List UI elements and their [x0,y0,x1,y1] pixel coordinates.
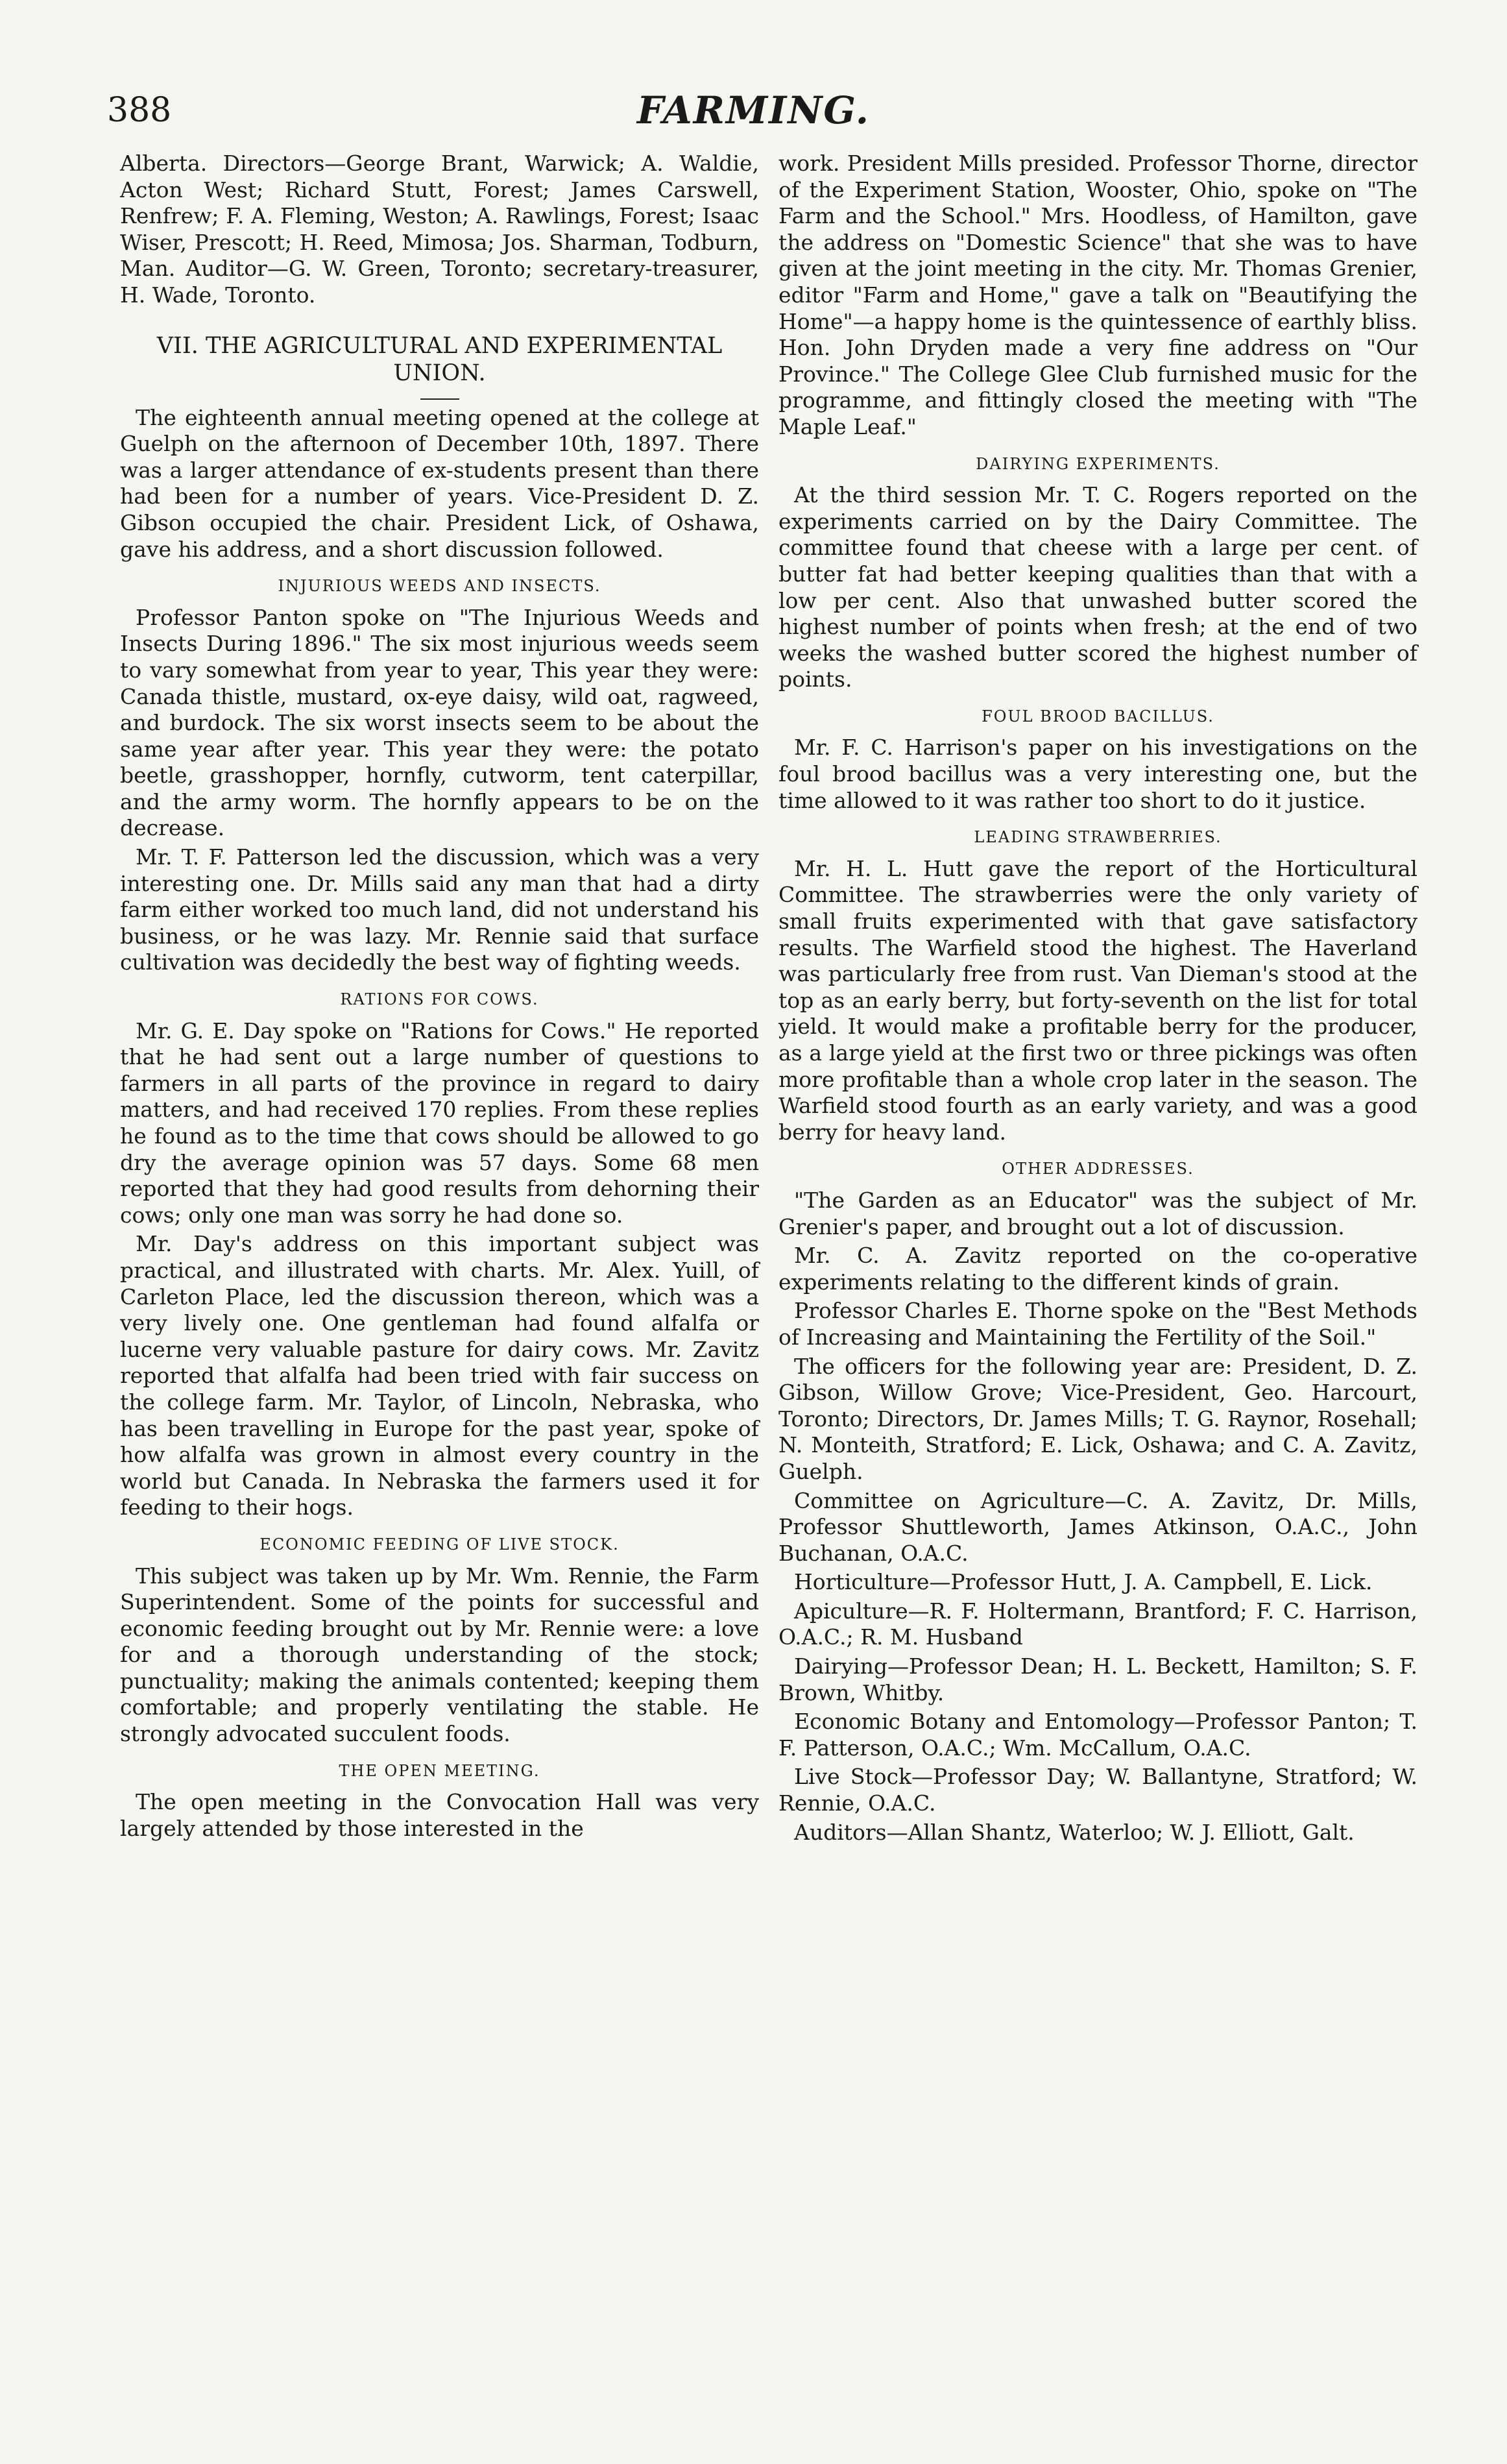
left-column [120,151,759,1844]
section-rule [420,398,459,400]
subheading: OTHER ADDRESSES. [1002,1160,1194,1178]
running-head: FARMING. [637,88,870,132]
subheading: LEADING STRAWBERRIES. [974,828,1222,847]
subheading: DAIRYING EXPERIMENTS. [976,454,1220,473]
paragraph: work. President Mills presided. Professor Thorne, director of the Experiment Station, Wooster, Ohio, spoke on "The Farm and the School." Mrs. Hoodless, of Hamilton, gave the address on "Domestic Science" that she was to have given at the joint meeting in the city. Mr. Thomas Grenier, editor "Farm and Home," gave a talk on "Beautifying the Home"—a happy home is the quintessence of earthly bliss. Hon. John Dryden made a very fine address on "Our Province." The College Glee Club furnished music for the programme, and fittingly closed the meeting with "The Maple Leaf." [778,151,1417,439]
paragraph: The open meeting in the Convocation Hall was very largely attended by those interested in the [120,1789,759,1841]
paragraph: "The Garden as an Educator" was the subject of Mr. Grenier's paper, and brought out a lot of discussion. [778,1187,1417,1239]
page-number: 388 [107,91,172,130]
paragraph: Economic Botany and Entomology—Professor Panton; T. F. Patterson, O.A.C.; Wm. McCallum, O.A.C. [778,1709,1417,1761]
paragraph: Professor Charles E. Thorne spoke on the "Best Methods of Increasing and Maintaining the Fertility of the Soil." [778,1298,1417,1350]
paragraph: Horticulture—Professor Hutt, J. A. Campbell, E. Lick. [794,1569,1373,1595]
subheading: FOUL BROOD BACILLUS. [982,707,1214,726]
paragraph: The eighteenth annual meeting opened at the college at Guelph on the afternoon of December 10th, 1897. There was a larger attendance of ex-students present than there had been for a number of years. Vice-President D. Z. Gibson occupied the chair. President Lick, of Oshawa, gave his address, and a short discussion followed. [120,404,759,562]
paragraph: Apiculture—R. F. Holtermann, Brantford; F. C. Harrison, O.A.C.; R. M. Husband [778,1598,1417,1650]
paragraph: Live Stock—Professor Day; W. Ballantyne, Stratford; W. Rennie, O.A.C. [778,1764,1417,1816]
right-column [778,151,1417,1848]
section-title: VII. THE AGRICULTURAL AND EXPERIMENTAL UNION. [156,332,723,386]
subheading: INJURIOUS WEEDS AND INSECTS. [278,577,601,596]
paragraph: Auditors—Allan Shantz, Waterloo; W. J. Elliott, Galt. [794,1819,1355,1845]
page-header [107,88,1400,143]
paragraph: The officers for the following year are: President, D. Z. Gibson, Willow Grove; Vice-President, Geo. Harcourt, Toronto; Directors, Dr. James Mills; T. G. Raynor, Rosehall; N. Monteith, Stratford; E. Lick, Oshawa; and C. A. Zavitz, Guelph. [778,1353,1417,1484]
paragraph: At the third session Mr. T. C. Rogers reported on the experiments carried on by the Dairy Committee. The committee found that cheese with a large per cent. of butter fat had better keeping qualities than that with a low per cent. Also that unwashed butter scored the highest number of points when fresh; at the end of two weeks the washed butter scored the highest number of points. [778,482,1417,692]
paragraph: Dairying—Professor Dean; H. L. Beckett, Hamilton; S. F. Brown, Whitby. [778,1653,1417,1705]
paragraph: This subject was taken up by Mr. Wm. Rennie, the Farm Superintendent. Some of the points for successful and economic feeding brought out by Mr. Rennie were: a love for and a thorough understanding of the stock; punctuality; making the animals contented; keeping them comfortable; and properly ventilating the stable. He strongly advocated succulent foods. [120,1563,759,1747]
paragraph: Mr. Day's address on this important subject was practical, and illustrated with charts. Mr. Alex. Yuill, of Carleton Place, led the discussion thereon, which was a very lively one. One gentleman had found alfalfa or lucerne very valuable pasture for dairy cows. Mr. Zavitz reported that alfalfa had been tried with fair success on the college farm. Mr. Taylor, of Lincoln, Nebraska, who has been travelling in Europe for the past year, spoke of how alfalfa was grown in almost every country in the world but Canada. In Nebraska the farmers used it for feeding to their hogs. [120,1231,759,1520]
paragraph: Mr. H. L. Hutt gave the report of the Horticultural Committee. The strawberries were the only variety of small fruits experimented with that gave satisfactory results. The Warfield stood the highest. The Haverland was particularly free from rust. Van Dieman's stood at the top as an early berry, but forty-seventh on the list for total yield. It would make a profitable berry for the producer, as a large yield at the first two or three pickings was often more profitable than a whole crop later in the season. The Warfield stood fourth as an early variety, and was a good berry for heavy land. [778,855,1417,1145]
paragraph: Mr. G. E. Day spoke on "Rations for Cows." He reported that he had sent out a large number of questions to farmers in all parts of the province in regard to dairy matters, and had received 170 replies. From these replies he found as to the time that cows should be allowed to go dry the average opinion was 57 days. Some 68 men reported that they had good results from dehorning their cows; only one man was sorry he had done so. [120,1018,759,1228]
paragraph: Alberta. Directors—George Brant, Warwick; A. Waldie, Acton West; Richard Stutt, Forest; James Carswell, Renfrew; F. A. Fleming, Weston; A. Rawlings, Forest; Isaac Wiser, Prescott; H. Reed, Mimosa; Jos. Sharman, Todburn, Man. Auditor—G. W. Green, Toronto; secretary-treasurer, H. Wade, Toronto. [120,151,759,308]
paragraph: Mr. F. C. Harrison's paper on his investigations on the foul brood bacillus was a very interesting one, but the time allowed to it was rather too short to do it justice. [778,735,1417,813]
paragraph: Mr. C. A. Zavitz reported on the co-operative experiments relating to the different kinds of grain. [778,1243,1417,1295]
subheading: RATIONS FOR COWS. [340,990,539,1009]
paragraph: Mr. T. F. Patterson led the discussion, which was a very interesting one. Dr. Mills said any man that had a dirty farm either worked too much land, did not understand his business, or he was lazy. Mr. Rennie said that surface cultivation was decidedly the best way of fighting weeds. [120,844,759,975]
subheading: THE OPEN MEETING. [339,1761,540,1780]
paragraph: Professor Panton spoke on "The Injurious Weeds and Insects During 1896." The six most injurious weeds seem to vary somewhat from year to year, This year they were: Canada thistle, mustard, ox-eye daisy, wild oat, ragweed, and burdock. The six worst insects seem to be about the same year after year. This year they were: the potato beetle, grasshopper, hornfly, cutworm, tent caterpillar, and the army worm. The hornfly appears to be on the decrease. [120,604,759,841]
subheading: ECONOMIC FEEDING OF LIVE STOCK. [259,1535,620,1554]
paragraph: Committee on Agriculture—C. A. Zavitz, Dr. Mills, Professor Shuttleworth, James Atkinson, O.A.C., John Buchanan, O.A.C. [778,1487,1417,1566]
